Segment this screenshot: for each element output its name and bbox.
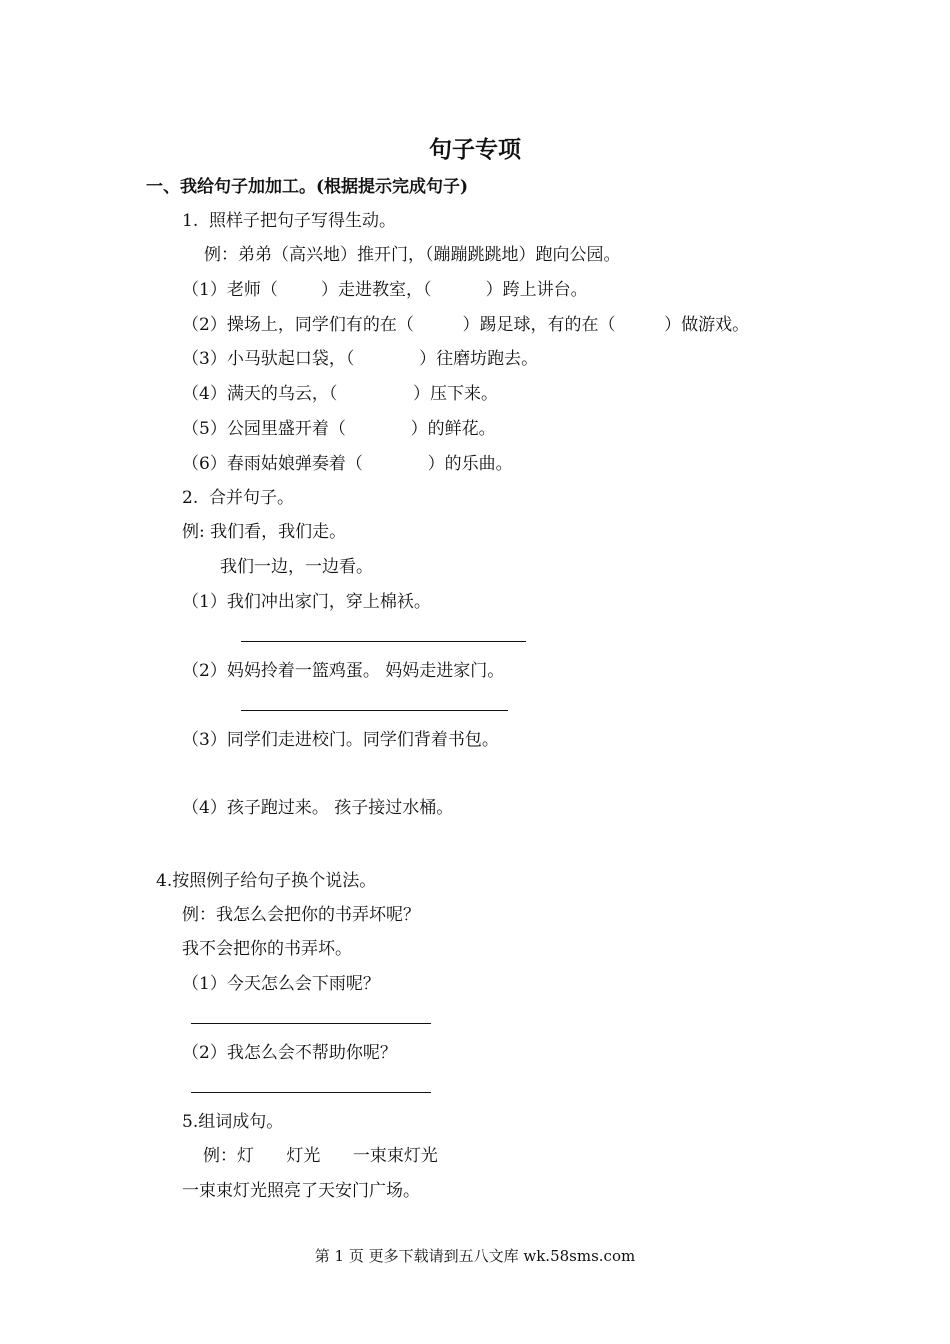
question-2-example-b: 我们一边，一边看。	[220, 557, 373, 577]
question-1-item-4: （4）满天的乌云，（ ）压下来。	[182, 384, 498, 404]
question-1-label: 1. 照样子把句子写得生动。	[182, 211, 397, 231]
question-5-example-b: 一束束灯光照亮了天安门广场。	[182, 1181, 420, 1201]
question-1-item-2: （2）操场上，同学们有的在（ ）踢足球，有的在（ ）做游戏。	[182, 315, 750, 335]
answer-line	[241, 641, 526, 642]
question-4-label: 4.按照例子给句子换个说法。	[156, 871, 377, 891]
question-1-item-3: （3）小马驮起口袋，（ ）往磨坊跑去。	[182, 349, 539, 369]
answer-line	[241, 710, 508, 711]
question-2-item-2: （2）妈妈拎着一篮鸡蛋。 妈妈走进家门。	[182, 661, 505, 681]
question-2-item-3: （3）同学们走进校门。同学们背着书包。	[182, 730, 499, 750]
question-4-example-a: 例：我怎么会把你的书弄坏呢？	[182, 905, 420, 925]
question-4-example-b: 我不会把你的书弄坏。	[182, 939, 352, 959]
question-2-item-4: （4）孩子跑过来。 孩子接过水桶。	[182, 798, 454, 818]
question-5-label: 5.组词成句。	[182, 1112, 284, 1132]
page-footer: 第 1 页 更多下载请到五八文库 wk.58sms.com	[314, 1247, 636, 1265]
question-2-label: 2. 合并句子。	[182, 488, 295, 508]
question-4-item-2: （2）我怎么会不帮助你呢？	[182, 1043, 397, 1063]
question-5-example-a: 例：灯 灯光 一束束灯光	[203, 1146, 438, 1166]
question-1-example: 例：弟弟（高兴地）推开门，（蹦蹦跳跳地）跑向公园。	[204, 245, 621, 265]
question-1-item-1: （1）老师（ ）走进教室，（ ）跨上讲台。	[182, 280, 588, 300]
question-2-example-a: 例: 我们看，我们走。	[182, 522, 347, 542]
answer-line	[191, 1092, 431, 1093]
question-1-item-6: （6）春雨姑娘弹奏着（ ）的乐曲。	[182, 454, 513, 474]
question-4-item-1: （1）今天怎么会下雨呢？	[182, 974, 380, 994]
page-title: 句子专项	[429, 136, 521, 163]
question-2-item-1: （1）我们冲出家门，穿上棉袄。	[182, 592, 431, 612]
answer-line	[191, 1023, 431, 1024]
section-heading: 一、我给句子加加工。(根据提示完成句子)	[146, 177, 469, 197]
question-1-item-5: （5）公园里盛开着（ ）的鲜花。	[182, 419, 496, 439]
